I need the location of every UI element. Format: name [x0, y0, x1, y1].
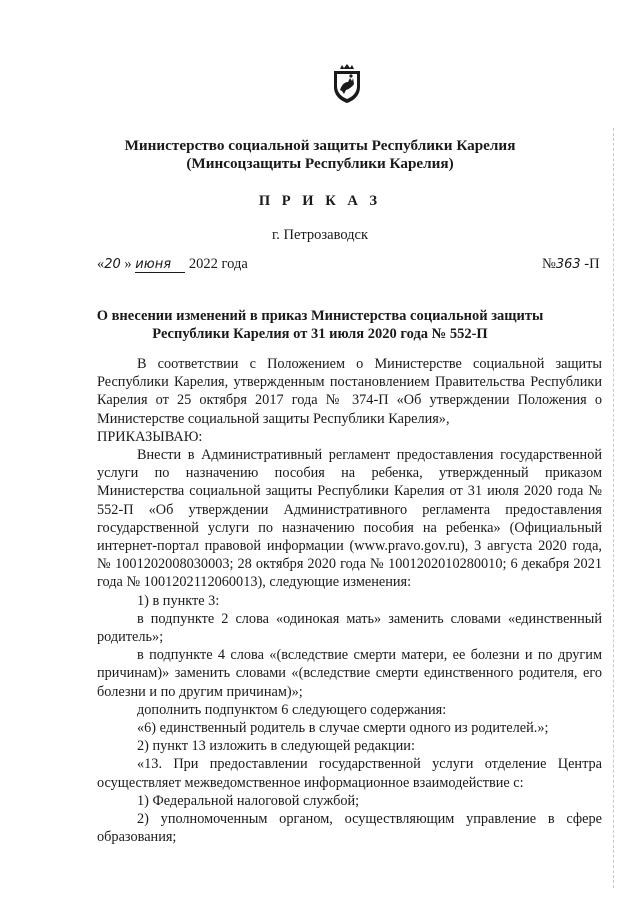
body-paragraph-amend: Внести в Административный регламент предоставления государственной услуги по назначению пособия на ребенка, утвержденный приказом Министерства социальной защиты Республики Карелия от 31 июля 2020 года № 552-П «Об утверждении Административного регламента предоставления государственной услуги по назначению пособия на ребенка» (Официальный интернет-портал правовой информации (www.pravo.gov.ru), 3 августа 2020 года, № 1001202008030003; 28 октября 2020 года № 1001202010280010; 6 декабря 2021 года № 1001202112060013), следующие изменения: — [97, 447, 602, 591]
date-day: 20 — [104, 257, 121, 272]
date-year: 2022 года — [188, 256, 248, 272]
body-clause-13-item-1: 1) Федеральной налоговой службой; — [137, 792, 360, 809]
number-suffix: -П — [584, 256, 600, 272]
body-subitem-4: в подпункте 4 слова «(вследствие смерти матери, ее болезни и по другим причинам)» заменить словами «(вследствие смерти единственного родителя, его болезни и по другим причинам)»; — [97, 647, 602, 700]
document-city: г. Петрозаводск — [271, 227, 369, 243]
document-number — [542, 256, 600, 273]
body-paragraph-basis: В соответствии с Положением о Министерстве социальной защиты Республики Карелия, утвержденным постановлением Правительства Республики Карелия от 25 октября 2017 года № 374-П «Об утверждении Положения о Министерстве социальной защиты Республики Карелия», — [97, 356, 602, 427]
coat-of-arms-emblem — [331, 64, 363, 104]
number-value: 363 — [555, 257, 581, 272]
body-clause-13-item-2: 2) уполномоченным органом, осуществляющим управление в сфере образования; — [97, 811, 602, 846]
body-clause-13: «13. При предоставлении государственной услуги отделение Центра осуществляет межведомственное информационное взаимодействие с: — [97, 756, 602, 791]
subject-line-1: О внесении изменений в приказ Министерства социальной защиты — [96, 308, 544, 324]
document-title: П Р И К А З — [258, 193, 382, 209]
document-body — [97, 355, 602, 846]
body-add-subitem: дополнить подпунктом 6 следующего содержания: — [137, 701, 447, 718]
ministry-name: Министерство социальной защиты Республики Карелия — [124, 137, 516, 154]
scan-artifact-line — [613, 128, 614, 888]
date-open-quote: « — [97, 256, 105, 272]
subject-line-2: Республики Карелия от 31 июля 2020 года № 552-П — [152, 326, 488, 342]
body-item-2: 2) пункт 13 изложить в следующей редакции: — [137, 738, 415, 755]
number-prefix: № — [542, 256, 556, 272]
ministry-short-name: (Минсоцзащиты Республики Карелия) — [186, 155, 454, 172]
body-item-1: 1) в пункте 3: — [137, 592, 220, 609]
date-close-quote: » — [124, 256, 132, 272]
date-month: июня — [135, 257, 185, 273]
body-subitem-6: «6) единственный родитель в случае смерти одного из родителей.»; — [137, 720, 549, 737]
body-subitem-2: в подпункте 2 слова «одинокая мать» заменить словами «единственный родитель»; — [97, 610, 602, 646]
document-date — [97, 256, 248, 273]
body-order-word: ПРИКАЗЫВАЮ: — [97, 428, 203, 445]
